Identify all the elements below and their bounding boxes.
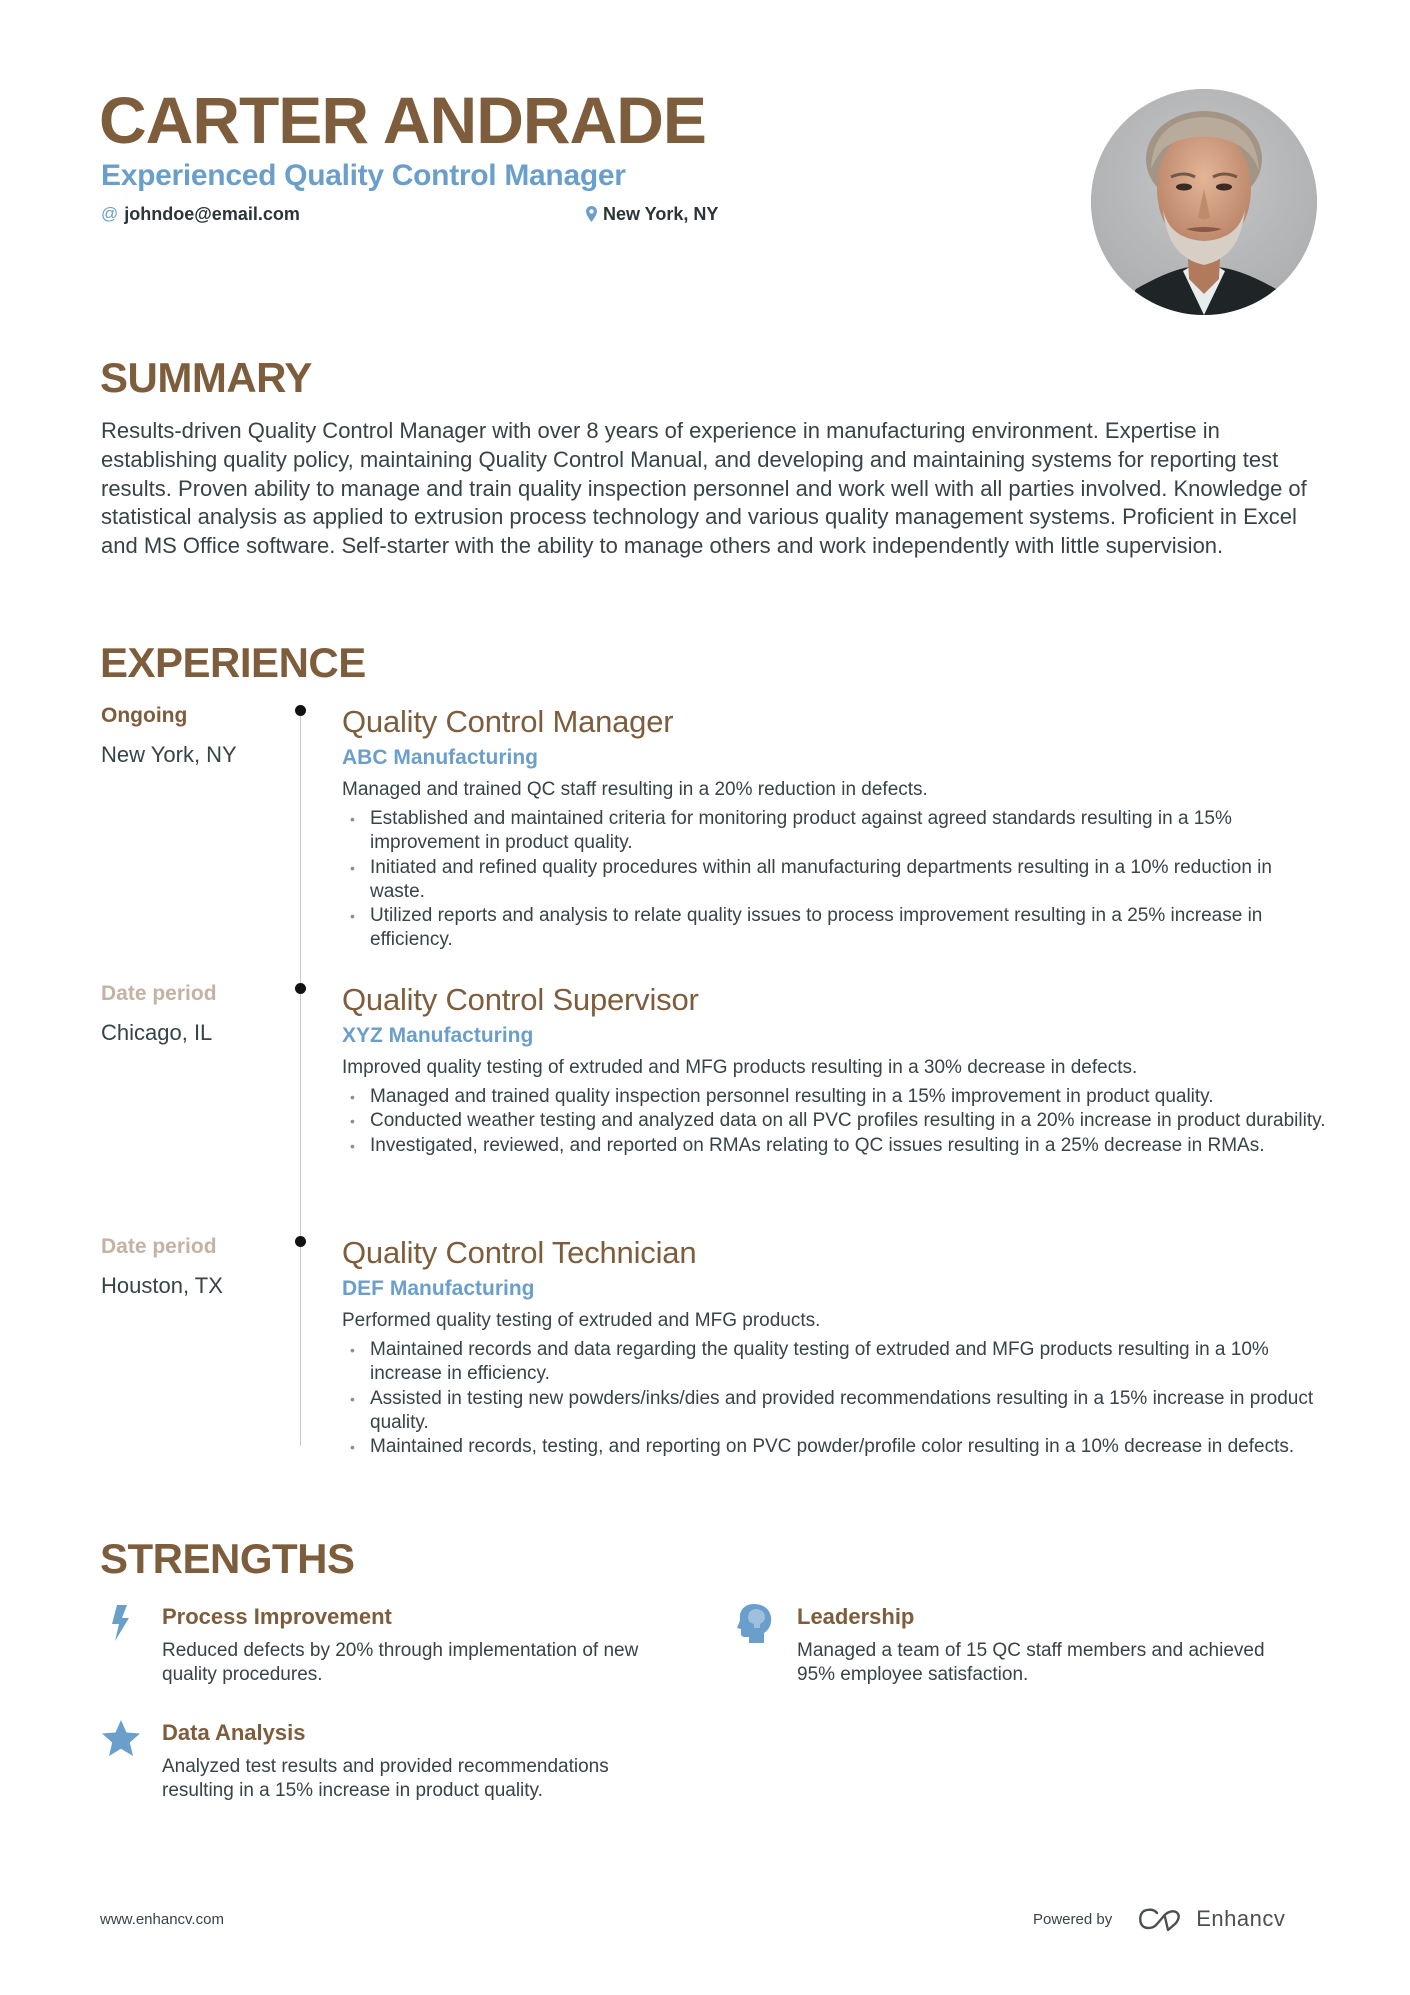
strength-title: Process Improvement: [162, 1604, 392, 1629]
job-title: Quality Control Technician: [342, 1235, 697, 1270]
job-entry: [342, 981, 1327, 1158]
bullet-icon: •: [350, 1137, 355, 1154]
job-bullet: • Assisted in testing new powders/inks/dies and provided recommendations resulting in a 15% increase in product quality.: [350, 1387, 1314, 1433]
strength-item: [101, 1719, 661, 1809]
job-title: Quality Control Supervisor: [342, 982, 699, 1017]
job-bullet: • Investigated, reviewed, and reported on RMAs relating to QC issues resulting in a 25% decrease in RMAs.: [342, 1134, 1327, 1158]
head-brain-icon: [736, 1603, 776, 1643]
candidate-title: Experienced Quality Control Manager: [101, 159, 626, 192]
job-location: Chicago, IL: [101, 1020, 213, 1045]
job-location: Houston, TX: [101, 1273, 223, 1298]
job-description: Performed quality testing of extruded and MFG products.: [342, 1310, 821, 1331]
job-description: Managed and trained QC staff resulting in a 20% reduction in defects.: [342, 779, 928, 800]
brand-name: Enhancv: [1196, 1906, 1286, 1931]
job-bullet: • Maintained records and data regarding the quality testing of extruded and MFG products resulting in a 10% increase in efficiency.: [350, 1339, 1269, 1385]
job-location: New York, NY: [101, 742, 237, 767]
job-bullet: • Established and maintained criteria for monitoring product against agreed standards resulting in a 15% improvement in product quality.: [350, 808, 1232, 854]
bullet-icon: •: [350, 1342, 355, 1358]
timeline-dot: [295, 983, 306, 994]
job-date: Date period: [101, 1235, 217, 1258]
job-date: Ongoing: [101, 704, 188, 727]
job-bullets: [342, 1338, 1327, 1459]
job-date: Date period: [101, 982, 217, 1005]
job-company: DEF Manufacturing: [342, 1277, 535, 1300]
job-bullet: • Conducted weather testing and analyzed data on all PVC profiles resulting in a 20% increase in product durability.: [342, 1109, 1327, 1133]
bullet-icon: •: [350, 1089, 355, 1105]
job-bullet: • Managed and trained quality inspection personnel resulting in a 15% improvement in product quality.: [342, 1085, 1327, 1109]
powered-by-label: Powered by: [1033, 1910, 1113, 1928]
strength-item: [101, 1603, 661, 1693]
strength-item: [736, 1603, 1296, 1693]
timeline-dot: [295, 1236, 306, 1247]
email-text: johndoe@email.com: [124, 204, 300, 224]
job-description: Improved quality testing of extruded and MFG products resulting in a 30% decrease in defects.: [342, 1057, 1138, 1078]
strengths-heading: STRENGTHS: [100, 1535, 355, 1582]
location-text: New York, NY: [603, 204, 719, 224]
timeline-line: [300, 716, 301, 1446]
experience-heading: EXPERIENCE: [100, 639, 366, 686]
job-company: ABC Manufacturing: [342, 746, 538, 769]
strength-title: Data Analysis: [162, 1720, 306, 1745]
bullet-icon: •: [350, 859, 355, 876]
job-bullet: • Utilized reports and analysis to relate quality issues to process improvement resulting in a 25% increase in efficiency.: [350, 905, 1263, 951]
timeline-dot: [295, 705, 306, 716]
job-entry: [342, 703, 1327, 953]
candidate-name: CARTER ANDRADE: [99, 83, 706, 157]
enhancv-logo-icon: [1138, 1907, 1184, 1931]
profile-photo: [1091, 89, 1317, 315]
strength-description: Analyzed test results and provided recommendations resulting in a 15% increase in product quality.: [162, 1756, 609, 1802]
bullet-icon: •: [350, 1113, 355, 1130]
lightning-bolt-icon: [101, 1603, 141, 1643]
bullet-icon: •: [350, 811, 355, 827]
job-title: Quality Control Manager: [342, 704, 674, 739]
at-sign-icon: @: [101, 204, 119, 223]
summary-heading: SUMMARY: [100, 354, 312, 401]
bullet-icon: •: [350, 1390, 355, 1407]
job-company: XYZ Manufacturing: [342, 1024, 534, 1047]
summary-text: Results-driven Quality Control Manager with over 8 years of experience in manufacturing environment. Expertise in establishing quality policy, maintaining Quality Control Manual, and developing and maintaining systems for reporting test results. Proven ability to manage and train quality inspection personnel and work well with all parties involved. Knowledge of statistical analysis as applied to extrusion process technology and various quality management systems. Proficient in Excel and MS Office software. Self-starter with the ability to manage others and work independently with little supervision.: [101, 418, 1307, 559]
job-bullet: • Initiated and refined quality procedures within all manufacturing departments resulting in a 10% reduction in waste.: [350, 856, 1272, 902]
job-bullets: [342, 1085, 1327, 1158]
strength-title: Leadership: [797, 1604, 915, 1629]
bullet-icon: •: [350, 1439, 355, 1456]
job-bullet: • Maintained records, testing, and reporting on PVC powder/profile color resulting in a 10% decrease in defects.: [342, 1435, 1327, 1459]
contact-email[interactable]: [101, 202, 300, 226]
bullet-icon: •: [350, 908, 355, 925]
map-pin-icon: [586, 206, 597, 222]
star-icon: [101, 1719, 141, 1759]
job-entry: [342, 1234, 1327, 1459]
contact-location: [586, 202, 718, 226]
footer-website-link[interactable]: www.enhancv.com: [100, 1911, 224, 1928]
footer-powered-by[interactable]: [1033, 1906, 1285, 1932]
strength-description: Managed a team of 15 QC staff members and achieved 95% employee satisfaction.: [797, 1640, 1265, 1686]
strength-description: Reduced defects by 20% through implementation of new quality procedures.: [162, 1640, 639, 1686]
job-bullets: [342, 807, 1327, 953]
